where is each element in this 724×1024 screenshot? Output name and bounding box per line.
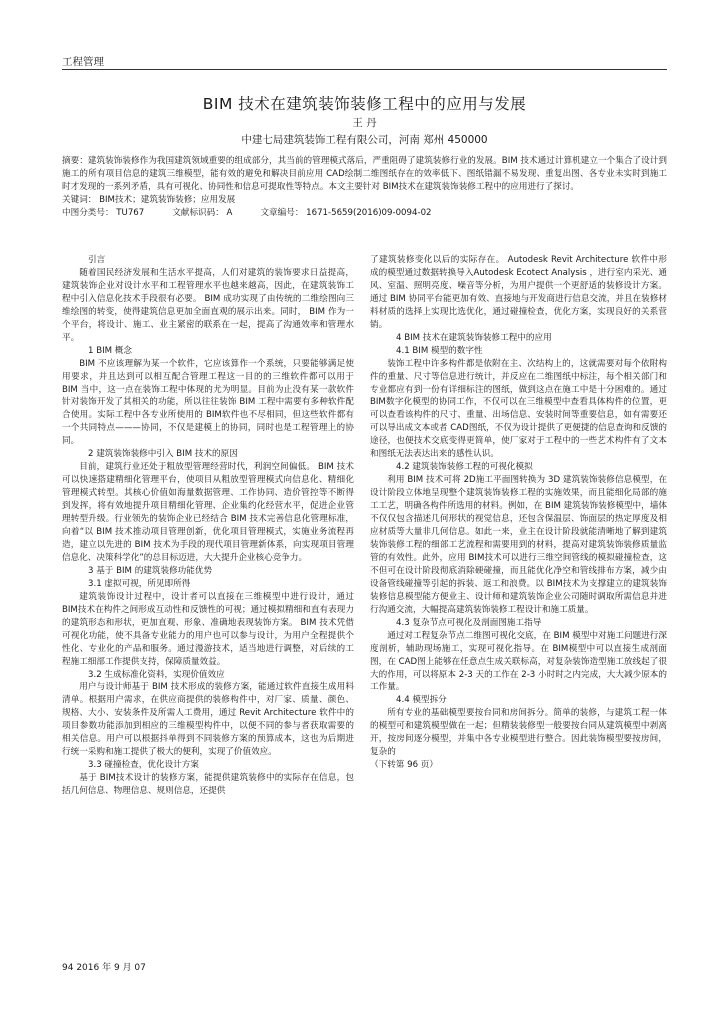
body-paragraph: 建筑装饰设计过程中，设计者可以直接在三维模型中进行设计，通过 BIM技术在构件之间形成互动性和反馈性的可视；通过模拟精细和直有表现力的建筑形态和形状，更加直观、形象、准确地表现装饰方案。 BIM 技术凭借可视化功能，使不具备专业能力的用户也可以参与设计，为用户全程提供个性化、专业化的产品和服务。通过漫游技术，适当地进行调整，对后续的工程施工细部工作提供支持，保障质量效益。	[62, 591, 354, 667]
body-paragraph: 随着国民经济发展和生活水平提高，人们对建筑的装饰要求日益提高，建筑装饰企业对设计水平和工程管理水平也越来越高，因此，在建筑装饰工程中引入信息化技术手段很有必要。 BIM 成功实现了由传统的二维绘图向三维绘图的转变，使得建筑信息更加全面直观的展示出来。同时， BIM 作为一个平台，将设计、施工、业主紧密的联系在一起，提高了沟通效率和管理水平。	[62, 267, 354, 343]
body-paragraph: （下转第 96 页）	[370, 760, 438, 771]
section-heading: 3 基于 BIM 的建筑装修功能优势	[88, 565, 213, 576]
body-paragraph: 了建筑装修变化以后的实际存在。 Autodesk Revit Architecture 软件中形成的模型通过数据转换导入Autodesk Ecotect Analysis ，进行室内采光、通风、室温、照明亮度、噪音等分析，为用户提供一个更舒适的装修设计方案。通过 BIM 协同平台能更加有效、直接地与开发商进行信息交流，并且在装修材料材质的选择上实现比选优化，通过碰撞检查，优化方案，实现良好的关系营销。	[370, 255, 667, 330]
section-heading: 4.3 复杂节点可视化及剖面图施工指导	[396, 617, 542, 628]
right-column	[370, 254, 667, 772]
section-heading: 引言	[88, 255, 106, 265]
section-heading: 4.2 建筑装饰装修工程的可视化模拟	[396, 462, 533, 473]
section-heading: 3.3 碰撞检查，优化设计方案	[88, 760, 199, 771]
section-heading: 3.1 虚拟可视，所见即所得	[88, 578, 191, 589]
body-paragraph: 目前，建筑行业还处于粗放型管理经营时代，利润空间偏低。 BIM 技术可以快速搭建精细化管理平台，使项目从粗放型管理模式向信息化、精细化管理模式转型。其核心价值如海量数据管理、工作协同、造价管控等不断得到发挥，将有效地提升项目精细化管理、企业集约化经营水平，促进企业管理转型升级。行业领先的装饰企业已经结合 BIM 技术完善信息化管理标准，向着“以 BIM 技术推动项目管理创新，优化项目管理模式，实施业务流程再造，建立以先进的 BIM 技术为手段的现代项目管理新体系，向实现项目管理信息化、决策科学化”的总目标迈进，大大提升企业核心竞争力。	[62, 462, 354, 563]
body-paragraph: BIM 不应该理解为某一个软件，它应该算作一个系统，只要能够满足使用要求，并且达到可以相互配合管理工程这一目的的三维软件都可以用于 BIM 当中，这一点在装饰工程中体现的尤为明显。目前为止没有某一款软件针对装饰开发了其相关的功能，所以往往装饰 BIM 工程中需要有多种软件配合使用。实际工程中各专业所使用的 BIM软件也不尽相同，但这些软件都有一个共同特点———协同，不仅是建模上的协同，同时也是工程管理上的协同。	[62, 358, 354, 447]
journal-section-label: 工程管理	[62, 56, 104, 68]
keywords: 关键词： BIM技术；建筑装饰装修；应用发展	[62, 194, 236, 205]
left-column	[62, 254, 354, 798]
body-paragraph: 所有专业的基础模型要按台同和房间拆分。简单的装修，与建筑工程一体的模型可和建筑模型做在一起；但精装装修型一般要按台同从建筑模型中剥离开，按房间逐分模型，并集中各专业模型进行整合。因此装饰模型要按房间，复杂的	[370, 708, 667, 758]
abstract-text: 摘要：建筑装饰装修作为我国建筑领域重要的组成部分，其当前的管理模式落后，严重阻碍了建筑装修行业的发展。BIM 技术通过计算机建立一个集合了设计到施工的所有项目信息的建筑三维模型，能有效的避免和解决目前应用 CAD绘制二维图纸存在的效率低下、图纸错漏不易发现、重复出图、各专业未实时到施工时才发现的一系列矛盾，具有可视化、协同性和信息可提取性等特点。本文主要针对 BIM技术在建筑装饰装修工程中的应用进行了探讨。	[62, 156, 667, 192]
body-paragraph: 利用 BIM 技术可将 2D施工平面图转换为 3D 建筑装饰装修信息模型，在设计阶段立体地呈现整个建筑装饰装修工程的实施效果，而且能细化局部的施工工艺，明确各构件所选用的材料。例如，在 BIM 建筑装饰装修模型中，墙体不仅仅包含描述几何形状的视觉信息，还包含保温层、饰面层的热定厚度及相应材质等大量非几何信息。如此一来，业主在设计阶段就能清晰地了解到建筑装饰装修工程的细部工艺流程和需要用到的材料，提高对建筑装饰装修质量监管的有效性。此外，应用 BIM技术可以进行三维空间管线的模拟碰撞检查，这不但可在设计阶段彻底消除硬碰撞，而且能优化净空和管线排布方案，减少由设备管线碰撞等引起的拆装、返工和浪费。以 BIM技术为支撑建立的建筑装饰装修信息模型能方便业主、设计师和建筑装饰企业公司随时调取所需信息并进行沟通交流，大幅提高建筑装饰装修工程设计和施工质量。	[370, 475, 667, 615]
body-paragraph: 基于 BIM技术设计的装修方案，能提供建筑装修中的实际存在信息，包括几何信息、物理信息、规则信息，还提供	[62, 773, 354, 797]
body-paragraph: 通过对工程复杂节点二维图可视化交底，在 BIM 模型中对施工问题进行深度剖析，辅助现场施工，实现可视化指导。在 BIM模型中可以直接生成剖面图，在 CAD图上能够在任意点生成关联标高，对复杂装饰造型施工放线起了很大的作用，可以将原本 2-3 天的工作在 2-3 小时时之内完成，大大减少原本的工作量。	[370, 630, 667, 693]
clc-number: 中图分类号： TU767	[62, 207, 145, 218]
section-heading: 2 建筑装饰装修中引入 BIM 技术的原因	[88, 449, 238, 460]
section-heading: 3.2 生成标准化资料，实现价值效应	[88, 669, 225, 680]
page-footer: 94 2016 年 9 月 07	[62, 963, 146, 973]
section-heading: 4.1 BIM 模型的数字性	[396, 345, 483, 356]
article-affiliation: 中建七局建筑装饰工程有限公司，河南 郑州 450000	[241, 134, 488, 146]
article-author: 王 丹	[352, 117, 377, 129]
body-paragraph: 用户与设计师基于 BIM 技术形成的装修方案，能通过软件直接生成用料清单。根据用户需求，在供应商提供的装修构件中，对厂家、质量、颜色、规格、大小、安装条件及所需人工费用，通过 Revit Architecture 软件中的项目参数功能添加到相应的三维模型构件中，以便不同的参与者获取需要的相关信息。用户可以根据抖单得到不同装修方案的预算成本，这也为后期进行统一采购和施工提供了极大的便利，实现了价值效应。	[62, 682, 354, 758]
section-heading: 1 BIM 概念	[88, 345, 132, 356]
document-code: 文献标识码： A	[172, 207, 233, 218]
section-heading: 4.4 模型拆分	[396, 695, 447, 706]
classification-line	[62, 207, 667, 220]
header-rule	[62, 69, 667, 70]
abstract-block	[62, 155, 667, 220]
section-heading: 4 BIM 技术在建筑装饰装修工程中的应用	[396, 332, 552, 343]
article-title: BIM 技术在建筑装饰装修工程中的应用与发展	[202, 95, 527, 113]
article-number: 文章编号： 1671-5659(2016)09-0094-02	[260, 207, 432, 218]
body-paragraph: 装饰工程中许多构件都是依附在主、次结构上的，这就需要对每个依附构件的重量、尺寸等信息进行统计，并反应在二维图纸中标注，每个相关部门和专业都应有到一份有详细标注的图纸，做到这点在施工中是十分困难的。通过 BIM数字化模型的协同工作，不仅可以在三维模型中查看具体构件的位置，更可以查看该构件的尺寸、重量、出场信息、安装时间等重要信息，如有需要还可以导出成文本或者 CAD图纸，不仅为设计提供了更便捷的信息查询和反馈的途径，也便技术交底变得更简单，使厂家对于工程中的一些艺术构件有了文本和图纸无法表达出来的感性认识。	[370, 358, 667, 460]
